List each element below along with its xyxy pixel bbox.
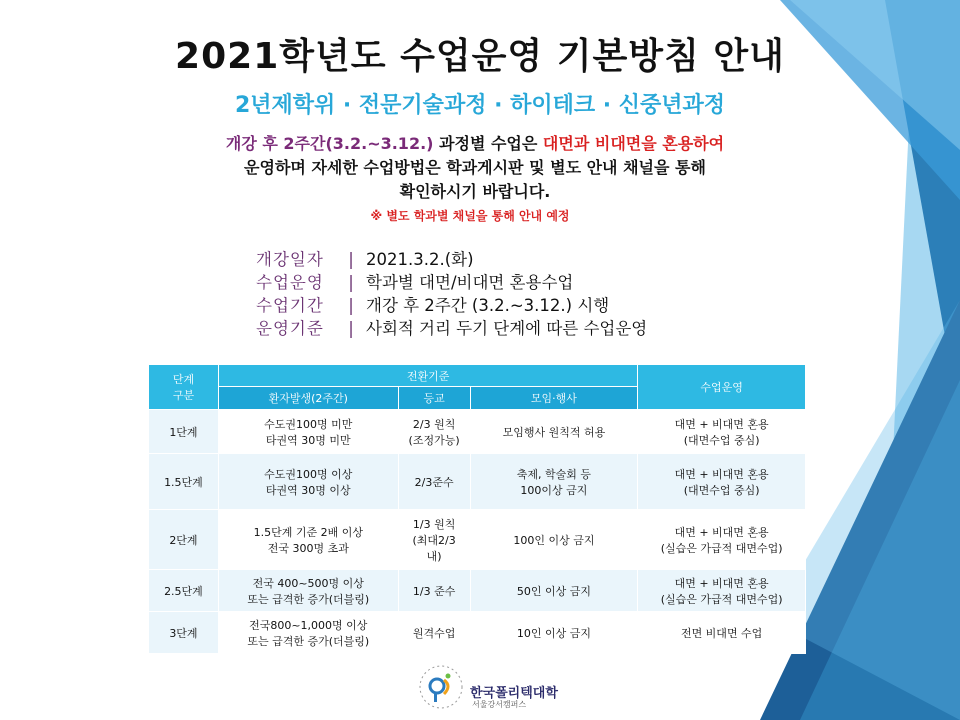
school-cell: 2/3준수 bbox=[398, 454, 470, 510]
info-separator: | bbox=[348, 273, 354, 292]
gathering-cell: 모임행사 원칙적 허용 bbox=[470, 410, 638, 454]
cell-line: 대면 + 비대면 혼용 bbox=[674, 417, 769, 431]
operation-cell bbox=[638, 570, 806, 612]
cell-line: 타권역 30명 이상 bbox=[265, 483, 351, 497]
header-criteria: 전환기준 bbox=[218, 365, 637, 387]
info-value: 사회적 거리 두기 단계에 따른 수업운영 bbox=[366, 319, 648, 338]
cell-line: (조정가능) bbox=[408, 433, 460, 447]
notice-mixed: 대면과 비대면을 혼용하여 bbox=[542, 134, 725, 153]
info-key: 수업운영 bbox=[256, 273, 324, 292]
operation-cell: 전면 비대면 수업 bbox=[638, 612, 806, 654]
cell-line: (대면수업 중심) bbox=[683, 483, 760, 497]
page-title: 2021학년도 수업운영 기본방침 안내 bbox=[175, 36, 785, 77]
cell-line: 1/3 원칙 bbox=[412, 517, 456, 531]
notice-period: 개강 후 2주간(3.2.~3.12.) bbox=[225, 134, 434, 153]
header-school: 등교 bbox=[398, 387, 470, 410]
stage-cell: 2단계 bbox=[149, 510, 219, 570]
gathering-cell bbox=[470, 454, 638, 510]
patients-cell bbox=[218, 612, 398, 654]
school-cell bbox=[398, 510, 470, 570]
cell-line: 또는 급격한 증가(더블링) bbox=[247, 592, 370, 606]
info-separator: | bbox=[348, 296, 354, 315]
stage-cell: 1단계 bbox=[149, 410, 219, 454]
cell-line: 전국 400~500명 이상 bbox=[252, 576, 364, 590]
operation-cell bbox=[638, 454, 806, 510]
cell-line: 축제, 학술회 등 bbox=[516, 467, 592, 481]
info-row-period bbox=[256, 294, 647, 317]
operation-cell bbox=[638, 410, 806, 454]
info-row-start-date bbox=[256, 248, 647, 271]
notice-line-2: 운영하며 자세한 수업방법은 학과게시판 및 별도 안내 채널을 통해 bbox=[244, 158, 706, 177]
school-cell: 원격수업 bbox=[398, 612, 470, 654]
cell-line: 내) bbox=[426, 549, 442, 563]
patients-cell bbox=[218, 570, 398, 612]
gathering-cell: 10인 이상 금지 bbox=[470, 612, 638, 654]
info-row-operation bbox=[256, 271, 647, 294]
school-cell bbox=[398, 410, 470, 454]
cell-line: 대면 + 비대면 혼용 bbox=[674, 525, 769, 539]
logo-campus: 서울강서캠퍼스 bbox=[472, 700, 527, 709]
info-key: 수업기간 bbox=[256, 296, 324, 315]
header-patients: 환자발생(2주간) bbox=[218, 387, 398, 410]
info-list bbox=[256, 248, 647, 340]
header-stage-line: 구분 bbox=[172, 389, 195, 402]
notice-line-3: 확인하시기 바랍니다. bbox=[399, 182, 551, 201]
cell-line: 대면 + 비대면 혼용 bbox=[674, 576, 769, 590]
cell-line: 2/3 원칙 bbox=[412, 417, 456, 431]
cell-line: 수도권100명 미만 bbox=[264, 417, 353, 431]
patients-cell bbox=[218, 454, 398, 510]
gathering-cell: 100인 이상 금지 bbox=[470, 510, 638, 570]
notice-mid: 과정별 수업은 bbox=[433, 134, 543, 153]
header-stage bbox=[149, 365, 219, 410]
cell-line: 또는 급격한 증가(더블링) bbox=[247, 634, 370, 648]
notice-text bbox=[160, 132, 790, 204]
table-row bbox=[149, 454, 806, 510]
stage-cell: 2.5단계 bbox=[149, 570, 219, 612]
cell-line: 전국 300명 초과 bbox=[267, 541, 349, 555]
info-value: 개강 후 2주간 (3.2.~3.12.) 시행 bbox=[366, 296, 610, 315]
table-row bbox=[149, 510, 806, 570]
header-stage-line: 단계 bbox=[172, 373, 195, 386]
table-row bbox=[149, 570, 806, 612]
cell-line: (최대2/3 bbox=[412, 533, 456, 547]
polytech-logo-icon bbox=[418, 664, 464, 710]
cell-line: 전국800~1,000명 이상 bbox=[249, 618, 368, 632]
table-row bbox=[149, 612, 806, 654]
header-operation: 수업운영 bbox=[638, 365, 806, 410]
info-separator: | bbox=[348, 250, 354, 269]
stage-cell: 1.5단계 bbox=[149, 454, 219, 510]
header-gathering: 모임·행사 bbox=[470, 387, 638, 410]
stage-cell: 3단계 bbox=[149, 612, 219, 654]
logo-name: 한국폴리텍대학 bbox=[470, 686, 558, 701]
cell-line: (실습은 가급적 대면수업) bbox=[660, 592, 783, 606]
table-row bbox=[149, 410, 806, 454]
college-logo bbox=[418, 664, 598, 714]
cell-line: 1.5단계 기준 2배 이상 bbox=[253, 525, 363, 539]
gathering-cell: 50인 이상 금지 bbox=[470, 570, 638, 612]
operation-cell bbox=[638, 510, 806, 570]
info-value: 학과별 대면/비대면 혼용수업 bbox=[366, 273, 574, 292]
info-separator: | bbox=[348, 319, 354, 338]
notice-footnote: ※ 별도 학과별 채널을 통해 안내 예정 bbox=[370, 209, 570, 223]
info-key: 개강일자 bbox=[256, 250, 324, 269]
cell-line: (대면수업 중심) bbox=[683, 433, 760, 447]
info-value: 2021.3.2.(화) bbox=[366, 250, 474, 269]
patients-cell bbox=[218, 410, 398, 454]
cell-line: 100이상 금지 bbox=[520, 483, 588, 497]
cell-line: 대면 + 비대면 혼용 bbox=[674, 467, 769, 481]
program-subtitle: 2년제학위 · 전문기술과정 · 하이테크 · 신중년과정 bbox=[234, 93, 726, 118]
info-key: 운영기준 bbox=[256, 319, 324, 338]
cell-line: (실습은 가급적 대면수업) bbox=[660, 541, 783, 555]
info-row-criteria bbox=[256, 317, 647, 340]
distancing-stage-table bbox=[148, 364, 806, 654]
cell-line: 수도권100명 이상 bbox=[264, 467, 353, 481]
school-cell: 1/3 준수 bbox=[398, 570, 470, 612]
cell-line: 타권역 30명 미만 bbox=[265, 433, 351, 447]
patients-cell bbox=[218, 510, 398, 570]
